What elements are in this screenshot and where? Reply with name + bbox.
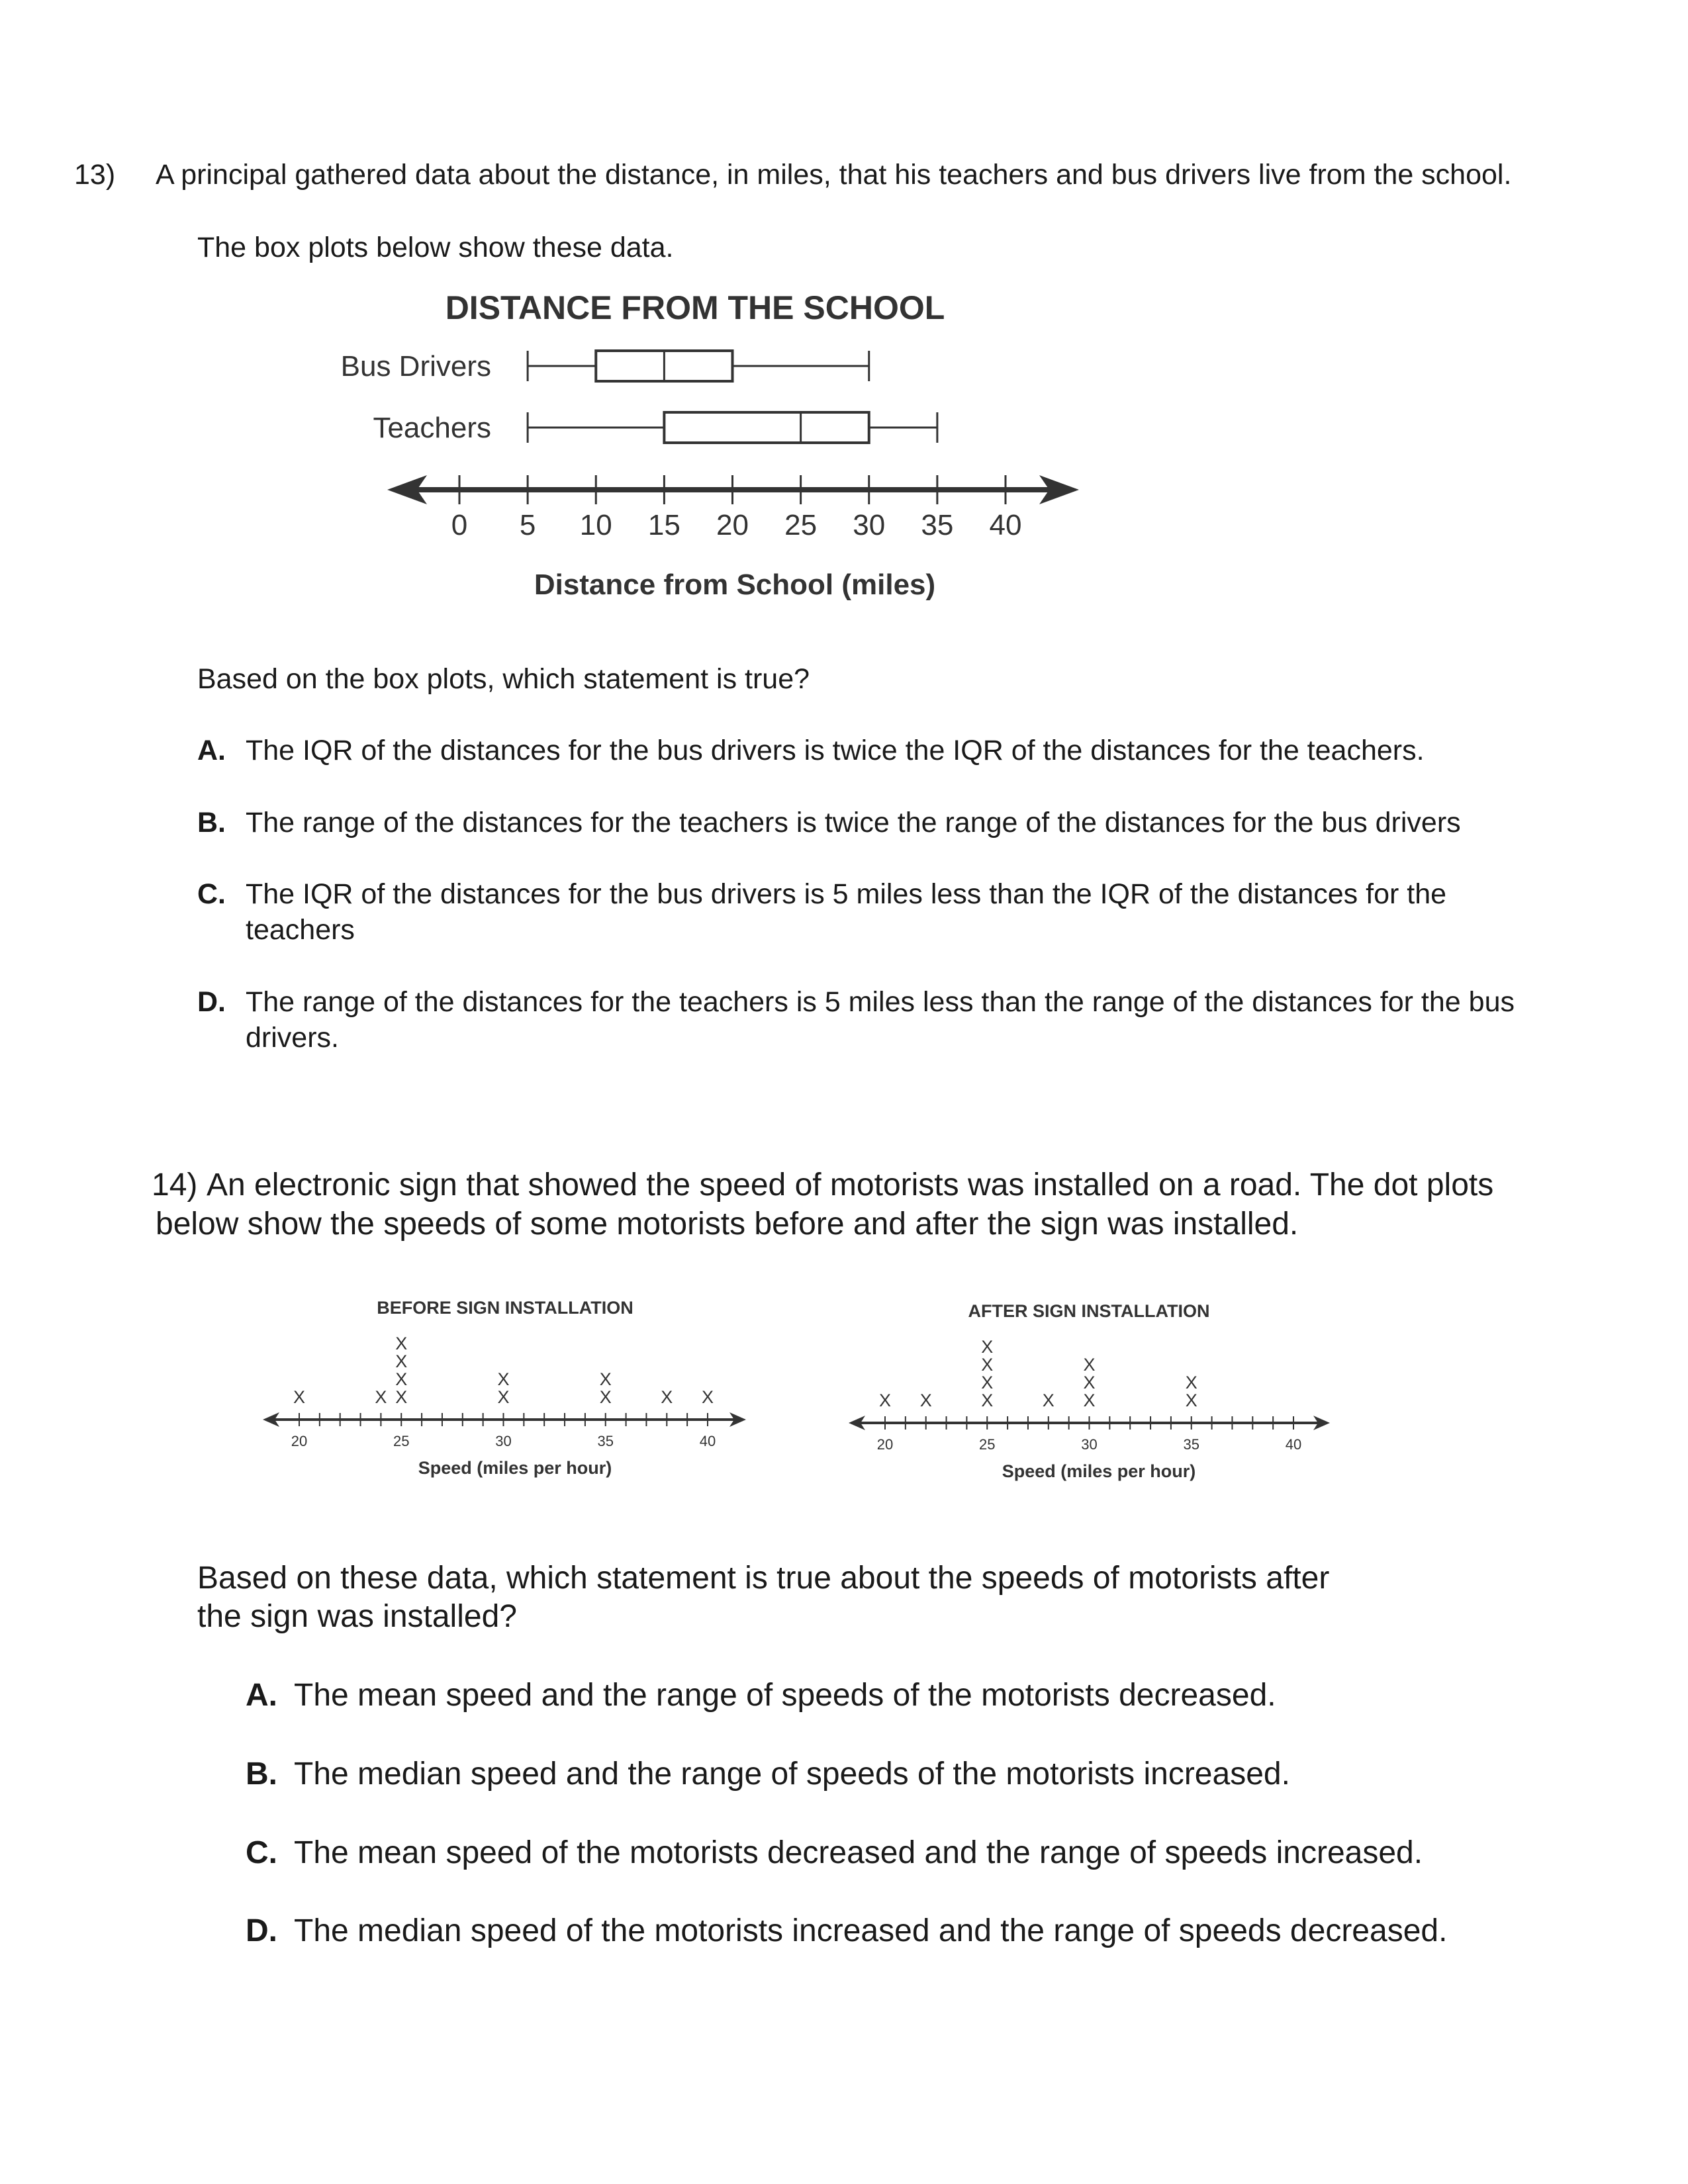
x-axis-label: Distance from School (miles) bbox=[534, 569, 936, 601]
q13-option-d-cont[interactable]: drivers. bbox=[246, 1022, 339, 1054]
before-chart-title: BEFORE SIGN INSTALLATION bbox=[377, 1298, 633, 1318]
after-chart-title: AFTER SIGN INSTALLATION bbox=[968, 1301, 1210, 1321]
series-label: Teachers bbox=[373, 412, 491, 444]
before-data-mark: X bbox=[701, 1387, 714, 1407]
q13-option-d[interactable]: The range of the distances for the teachers is 5 miles less than the range of the distances for the bus bbox=[246, 986, 1515, 1018]
q13-number: 13) bbox=[74, 159, 116, 191]
after-data-mark: X bbox=[1042, 1390, 1055, 1410]
before-data-mark: X bbox=[497, 1369, 510, 1389]
q13-intro: The box plots below show these data. bbox=[197, 232, 674, 263]
before-x-axis-label: Speed (miles per hour) bbox=[418, 1458, 612, 1478]
q14-option-c[interactable]: The mean speed of the motorists decreased and the range of speeds increased. bbox=[294, 1835, 1423, 1870]
q14-option-c-letter: C. bbox=[246, 1835, 277, 1870]
after-tick-label: 30 bbox=[1081, 1436, 1098, 1453]
before-data-mark: X bbox=[293, 1387, 306, 1407]
q14-option-d-letter: D. bbox=[246, 1913, 277, 1948]
before-data-mark: X bbox=[375, 1387, 387, 1407]
tick-label: 15 bbox=[647, 509, 680, 541]
q13-option-a[interactable]: The IQR of the distances for the bus drivers is twice the IQR of the distances for the teachers. bbox=[246, 735, 1425, 766]
q14-stem-line1: An electronic sign that showed the speed of motorists was installed on a road. The dot plots bbox=[207, 1167, 1494, 1203]
before-tick-label: 35 bbox=[597, 1433, 614, 1449]
q13-question: Based on the box plots, which statement is true? bbox=[197, 663, 810, 695]
q14-option-d[interactable]: The median speed of the motorists increased and the range of speeds decreased. bbox=[294, 1913, 1448, 1948]
after-data-mark: X bbox=[981, 1355, 994, 1375]
q14-question-line1: Based on these data, which statement is true about the speeds of motorists after bbox=[197, 1561, 1330, 1596]
q13-option-c-letter: C. bbox=[197, 878, 226, 910]
after-data-mark: X bbox=[1083, 1355, 1096, 1375]
before-data-mark: X bbox=[661, 1387, 673, 1407]
tick-label: 40 bbox=[989, 509, 1022, 541]
q14-option-b-letter: B. bbox=[246, 1756, 277, 1792]
q13-option-c[interactable]: The IQR of the distances for the bus drivers is 5 miles less than the IQR of the distances for the bbox=[246, 878, 1447, 910]
q14-stem-line2: below show the speeds of some motorists before and after the sign was installed. bbox=[156, 1206, 1299, 1242]
q13-option-b-letter: B. bbox=[197, 807, 226, 839]
after-data-mark: X bbox=[981, 1373, 994, 1392]
tick-label: 25 bbox=[784, 509, 818, 541]
after-data-mark: X bbox=[1083, 1390, 1096, 1410]
q13-option-a-letter: A. bbox=[197, 735, 226, 766]
after-data-mark: X bbox=[919, 1390, 932, 1410]
after-data-mark: X bbox=[1083, 1373, 1096, 1392]
q13-option-d-letter: D. bbox=[197, 986, 226, 1018]
before-data-mark: X bbox=[395, 1387, 408, 1407]
before-tick-label: 40 bbox=[699, 1433, 716, 1449]
after-data-mark: X bbox=[981, 1390, 994, 1410]
q13-stem: A principal gathered data about the distance, in miles, that his teachers and bus drivers live from the school. bbox=[156, 159, 1512, 191]
tick-label: 0 bbox=[451, 509, 468, 541]
q14-number: 14) bbox=[152, 1167, 198, 1203]
after-data-mark: X bbox=[981, 1337, 994, 1357]
after-tick-label: 35 bbox=[1183, 1436, 1199, 1453]
before-data-mark: X bbox=[599, 1369, 612, 1389]
after-data-mark: X bbox=[1185, 1390, 1197, 1410]
q13-option-c-cont[interactable]: teachers bbox=[246, 914, 355, 946]
before-tick-label: 25 bbox=[393, 1433, 410, 1449]
before-data-mark: X bbox=[395, 1351, 408, 1371]
before-data-mark: X bbox=[497, 1387, 510, 1407]
chart-title: DISTANCE FROM THE SCHOOL bbox=[445, 289, 945, 326]
before-tick-label: 30 bbox=[495, 1433, 512, 1449]
q14-option-a[interactable]: The mean speed and the range of speeds of the motorists decreased. bbox=[294, 1678, 1276, 1713]
tick-label: 5 bbox=[519, 509, 536, 541]
tick-label: 20 bbox=[716, 509, 749, 541]
after-data-mark: X bbox=[1185, 1373, 1197, 1392]
after-data-mark: X bbox=[878, 1390, 892, 1410]
after-tick-label: 40 bbox=[1285, 1436, 1302, 1453]
before-data-mark: X bbox=[599, 1387, 612, 1407]
series-label: Bus Drivers bbox=[340, 350, 491, 383]
before-tick-label: 20 bbox=[291, 1433, 308, 1449]
after-x-axis-label: Speed (miles per hour) bbox=[1002, 1461, 1196, 1481]
after-tick-label: 25 bbox=[979, 1436, 996, 1453]
tick-label: 30 bbox=[853, 509, 886, 541]
before-data-mark: X bbox=[395, 1369, 408, 1389]
before-data-mark: X bbox=[395, 1334, 408, 1353]
tick-label: 35 bbox=[921, 509, 954, 541]
q14-question-line2: the sign was installed? bbox=[197, 1599, 517, 1634]
after-tick-label: 20 bbox=[876, 1436, 894, 1453]
q14-option-b[interactable]: The median speed and the range of speeds of the motorists increased. bbox=[294, 1756, 1290, 1792]
q14-option-a-letter: A. bbox=[246, 1678, 277, 1713]
q13-option-b[interactable]: The range of the distances for the teachers is twice the range of the distances for the bus drivers bbox=[246, 807, 1461, 839]
tick-label: 10 bbox=[579, 509, 612, 541]
